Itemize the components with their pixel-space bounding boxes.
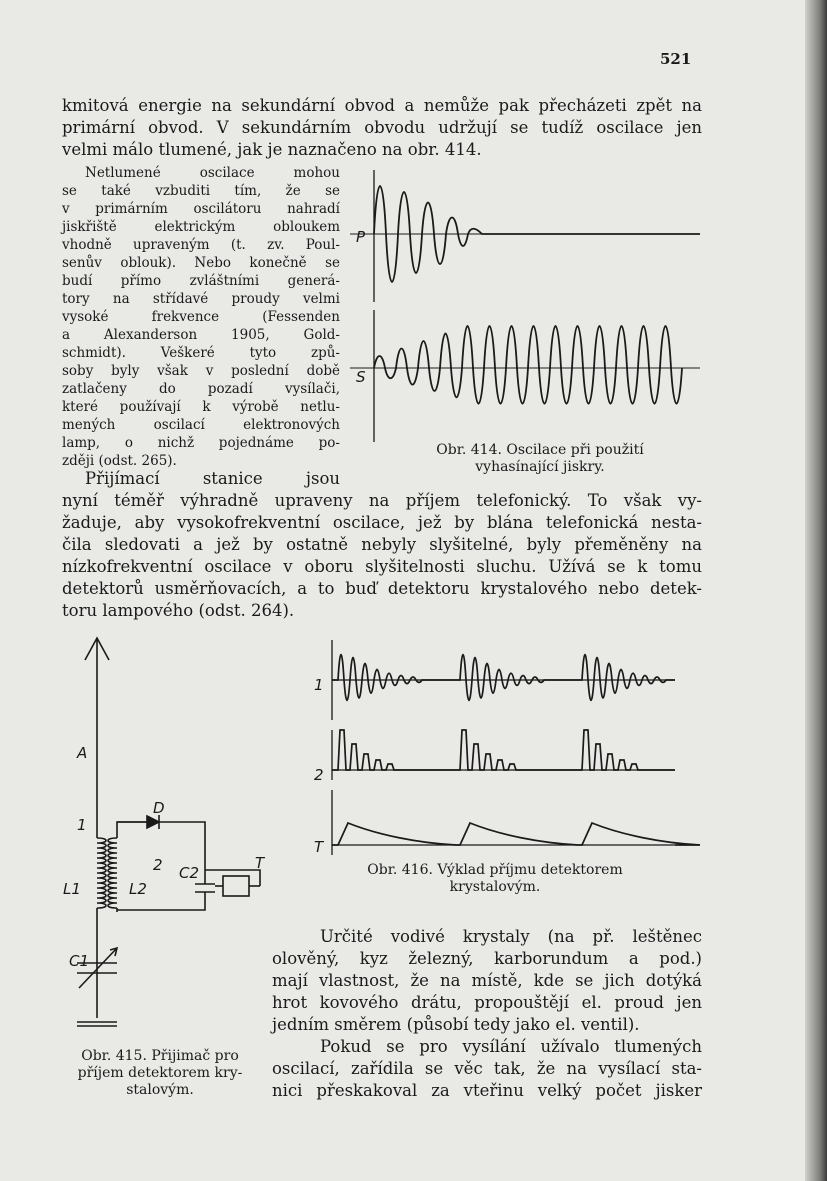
figure-414-caption: Obr. 414. Oscilace při použití vyhasínající jiskry. [436, 442, 644, 475]
paragraph-line: Určité vodivé krystaly (na př. leštěnec [320, 927, 702, 946]
paragraph-line: nízkofrekventní oscilace v oboru slyšitelnosti sluchu. Užívá se k tomu [62, 557, 702, 576]
paragraph-line: a Alexanderson 1905, Gold- [62, 327, 340, 343]
page-number: 521 [660, 50, 692, 68]
paragraph-line: senův oblouk). Nebo konečně se [62, 255, 340, 271]
figure-416-detection-waveforms [314, 640, 680, 860]
paragraph-line: oscilací, zařídila se věc tak, že na vysílací sta- [272, 1059, 702, 1078]
paragraph-line: detektorů usměrňovacích, a to buď detektoru krystalového nebo detek- [62, 579, 702, 598]
paragraph-line: žaduje, aby vysokofrekventní oscilace, jež by blána telefonická nesta- [62, 513, 702, 532]
paragraph-line: Přijímací stanice jsou [85, 469, 340, 488]
paragraph-line: primární obvod. V sekundárním obvodu udržují se tudíž oscilace jen [62, 118, 702, 137]
secondary-wave [374, 326, 682, 404]
paragraph-line: velmi málo tlumené, jak je naznačeno na obr. 414. [62, 140, 482, 159]
label-l1: L1 [63, 880, 81, 898]
paragraph-line: které používají k výrobě netlu- [62, 399, 340, 415]
paragraph-line: mených oscilací elektronových [62, 417, 340, 433]
coil-l1 [97, 838, 106, 908]
label-a: A [77, 744, 88, 762]
label-416-2: 2 [314, 766, 324, 784]
damped-train-wave [332, 655, 675, 701]
figure-416-caption: Obr. 416. Výklad příjmu detektorem krystalovým. [367, 862, 623, 895]
paragraph-line: Pokud se pro vysílání užívalo tlumených [320, 1037, 702, 1056]
figure-414-label-p: P [356, 228, 366, 246]
paragraph-line: soby byly však v poslední době [62, 363, 340, 379]
label-l2: L2 [129, 880, 147, 898]
figure-414-label-s: S [356, 368, 366, 386]
label-416-t: T [314, 838, 324, 856]
label-d: D [153, 799, 165, 817]
paragraph-line: olověný, kyz železný, karborundum a pod.) [272, 949, 702, 968]
paragraph-line: toru lampového (odst. 264). [62, 601, 295, 620]
paragraph-line: jiskřiště elektrickým obloukem [62, 219, 340, 235]
primary-damped-wave [374, 186, 700, 282]
label-c2: C2 [179, 864, 200, 882]
label-1: 1 [77, 816, 87, 834]
paragraph-line: vysoké frekvence (Fessenden [62, 309, 340, 325]
paragraph-line: mají vlastnost, že na místě, kde se jich dotýká [272, 971, 702, 990]
page-binding-shadow [805, 0, 827, 1181]
label-t: T [255, 854, 265, 872]
figure-415-caption: Obr. 415. Přijimač pro příjem detektorem kry- stalovým. [77, 1048, 243, 1098]
rectified-wave [332, 730, 675, 770]
paragraph-line: lamp, o nichž pojednáme po- [62, 435, 340, 451]
paragraph-line: schmidt). Veškeré tyto způ- [62, 345, 340, 361]
paragraph-line: vhodně upraveným (t. zv. Poul- [62, 237, 340, 253]
paragraph-line: nici přeskakoval za vteřinu velký počet jisker [272, 1081, 702, 1100]
figure-414-oscillations [350, 170, 710, 460]
paragraph-line: jedním směrem (působí tedy jako el. ventil). [272, 1015, 640, 1034]
paragraph-line: čila sledovati a jež by ostatně nebyly slyšitelné, byly přeměněny na [62, 535, 702, 554]
coil-l2 [108, 838, 117, 908]
paragraph-line: zatlačeny do pozadí vysílači, [62, 381, 340, 397]
paragraph-line: Netlumené oscilace mohou [85, 165, 340, 181]
paragraph-line: budí přímo zvláštními generá- [62, 273, 340, 289]
paragraph-line: v primárním oscilátoru nahradí [62, 201, 340, 217]
paragraph-line: hrot kovového drátu, propouštějí el. proud jen [272, 993, 702, 1012]
paragraph-line: nyní téměř výhradně upraveny na příjem telefonický. To však vy- [62, 491, 702, 510]
label-c1: C1 [69, 952, 90, 970]
paragraph-line: kmitová energie na sekundární obvod a nemůže pak přecházeti zpět na [62, 96, 702, 115]
paragraph-line: se také vzbuditi tím, že se [62, 183, 340, 199]
paragraph-line: zději (odst. 265). [62, 453, 177, 469]
paragraph-line: tory na střídavé proudy velmi [62, 291, 340, 307]
telephone-current-wave [332, 823, 700, 845]
label-2: 2 [153, 856, 163, 874]
label-416-1: 1 [314, 676, 324, 694]
